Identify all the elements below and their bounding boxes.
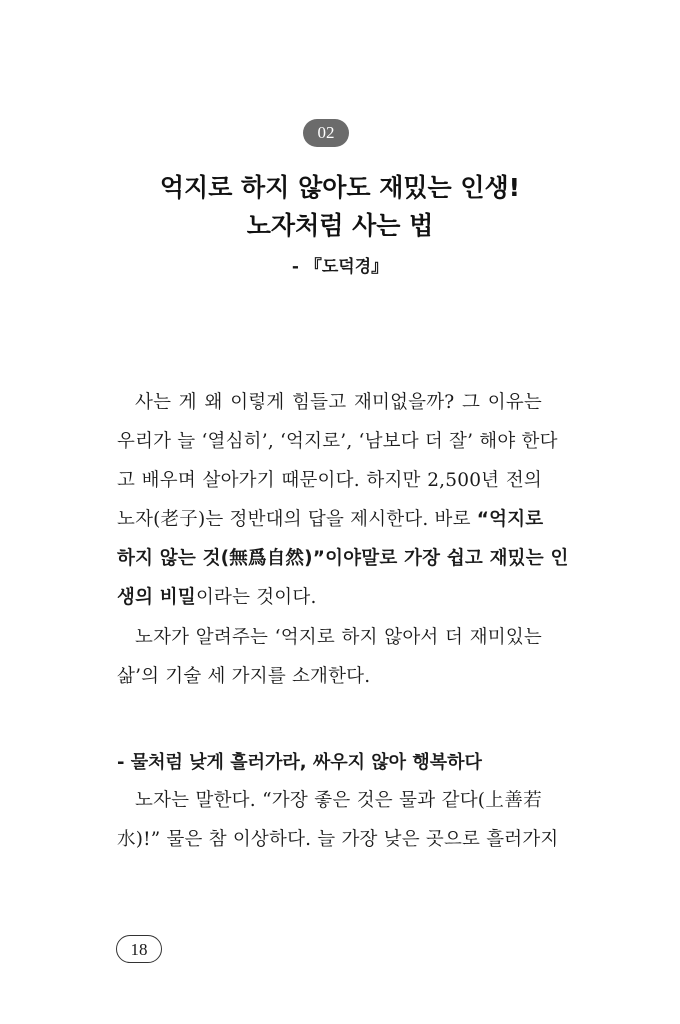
body-line	[117, 508, 542, 532]
chapter-title-line-2: 노자처럼 사는 법	[246, 211, 434, 240]
body-text-bold: “억지로	[476, 509, 544, 530]
body-line: 고 배우며 살아가기 때문이다. 하지만 2,500년 전의	[117, 470, 542, 491]
body-line: 삶’의 기술 세 가지를 소개한다.	[117, 666, 371, 687]
body-line: 노자가 알려주는 ‘억지로 하지 않아서 더 재미있는	[135, 627, 542, 648]
body-text: 노자(老子)는 정반대의 답을 제시한다. 바로	[117, 509, 477, 530]
chapter-title-line-1: 억지로 하지 않아도 재밌는 인생!	[159, 173, 521, 202]
body-line: 사는 게 왜 이렇게 힘들고 재미없을까? 그 이유는	[135, 392, 542, 413]
chapter-source: - 『도덕경』	[291, 257, 389, 277]
body-text-bold: 이야말로 가장 쉽고 재밌는 인	[325, 548, 569, 569]
chapter-number-badge: 02	[303, 119, 349, 147]
section-heading: - 물처럼 낮게 흘러가라, 싸우지 않아 행복하다	[117, 752, 482, 773]
page-number: 18	[116, 935, 162, 963]
body-line	[117, 586, 542, 610]
body-line	[117, 547, 569, 571]
body-line: 水)!” 물은 참 이상하다. 늘 가장 낮은 곳으로 흘러가지	[117, 829, 559, 850]
body-text-bold: 하지 않는 것(無爲自然)”	[117, 548, 326, 569]
body-line: 노자는 말한다. “가장 좋은 것은 물과 같다(上善若	[135, 790, 542, 811]
body-text-bold: 생의 비밀	[117, 587, 196, 608]
body-line: 우리가 늘 ‘열심히’, ‘억지로’, ‘남보다 더 잘’ 해야 한다	[117, 431, 558, 452]
body-text: 이라는 것이다.	[195, 587, 317, 608]
